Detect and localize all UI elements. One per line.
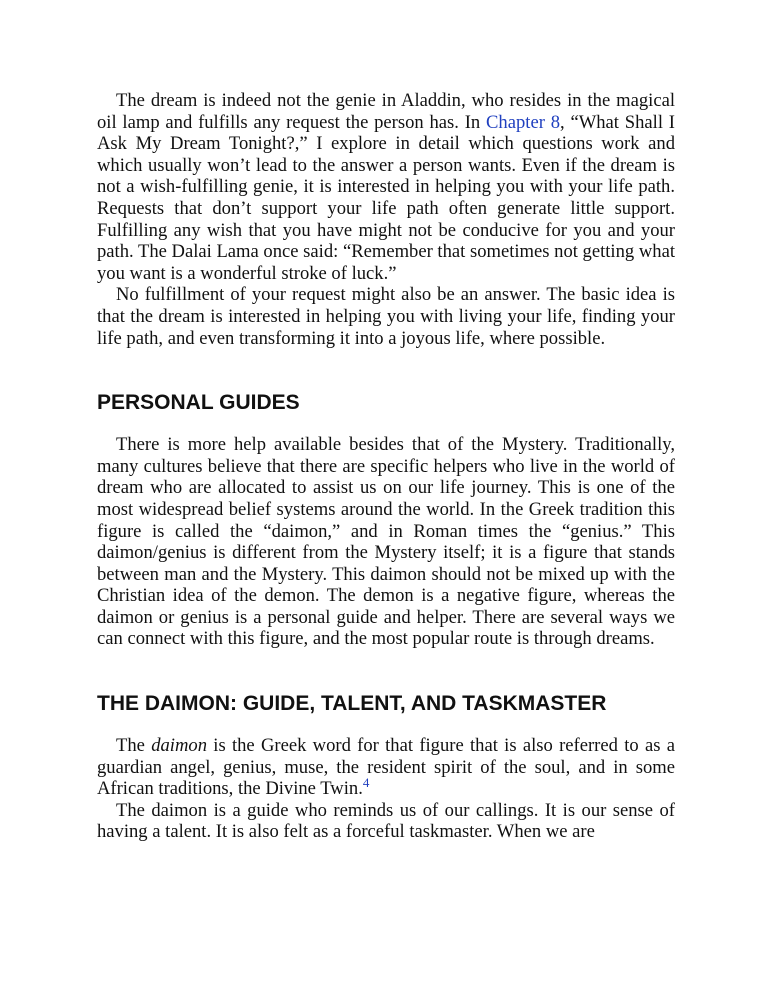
paragraph-text: The dream is indeed not the genie in Aladdin, who resides in the magical oil lamp and fulfills any request the person has. In <box>97 90 675 133</box>
paragraph-text: , “What Shall I Ask My Dream Tonight?,” I explore in detail which questions work and which usually won’t lead to the answer a person wants. Even if the dream is not a wish-fulfilling genie, it is interested in helping you with your life path. Requests that don’t support your life path often generate little support. Fulfilling any wish that you have might not be conducive for you and your path. The Dalai Lama once said: “Remember that sometimes not getting what you want is a wonderful stroke of luck.” <box>97 111 675 284</box>
paragraph-no-fulfillment: No fulfillment of your request might also be an answer. The basic idea is that the dream is interested in helping you with living your life, finding your life path, and even transforming it into a joyous life, where possible. <box>97 284 675 349</box>
emphasis-daimon: daimon <box>151 735 207 757</box>
page-content <box>97 90 675 843</box>
paragraph-genie <box>97 90 675 284</box>
paragraph-text: is the Greek word for that figure that is also referred to as a guardian angel, genius, muse, the resident spirit of the soul, and in some African traditions, the Divine Twin. <box>97 735 675 800</box>
footnote-reference[interactable]: 4 <box>362 775 370 791</box>
heading-the-daimon: THE DAIMON: GUIDE, TALENT, AND TASKMASTER <box>97 692 607 716</box>
paragraph-daimon-guide: The daimon is a guide who reminds us of our callings. It is our sense of having a talent. It is also felt as a forceful taskmaster. When we are <box>97 799 675 843</box>
chapter-8-link[interactable]: Chapter 8 <box>486 111 560 133</box>
paragraph-personal-guides: There is more help available besides that of the Mystery. Traditionally, many cultures believe that there are specific helpers who live in the world of dream who are allocated to assist us on our life journey. This is one of the most widespread belief systems around the world. In the Greek tradition this figure is called the “daimon,” and in Roman times the “genius.” This daimon/genius is different from the Mystery itself; it is a figure that stands between man and the Mystery. This daimon should not be mixed up with the Christian idea of the demon. The demon is a negative figure, whereas the daimon or genius is a personal guide and helper. There are several ways we can connect with this figure, and the most popular route is through dreams. <box>97 434 675 650</box>
paragraph-text: The <box>116 735 152 757</box>
heading-personal-guides: PERSONAL GUIDES <box>97 391 300 415</box>
paragraph-daimon-definition <box>97 735 675 800</box>
